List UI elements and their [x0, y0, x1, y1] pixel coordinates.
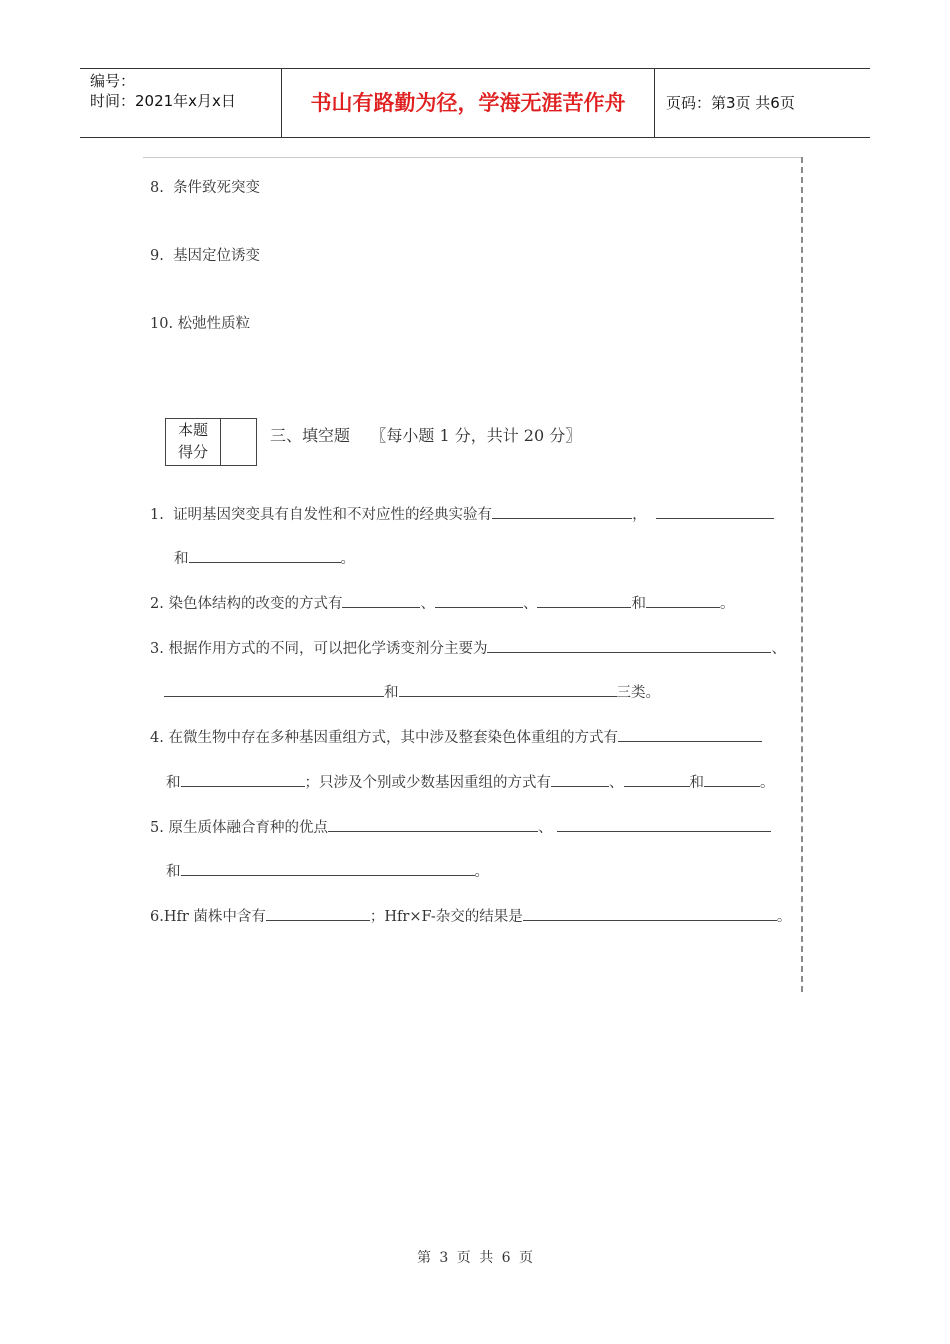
question-1: [150, 503, 774, 524]
question-number: 2.: [150, 596, 164, 612]
page-footer: [0, 1247, 950, 1267]
time-label: 时间：2021年x月x日: [90, 92, 236, 110]
answer-blank[interactable]: [523, 905, 777, 921]
question-text: ，: [632, 507, 647, 523]
answer-blank[interactable]: [646, 592, 720, 608]
frame-top-border: [143, 157, 803, 158]
footer-text: 页: [519, 1250, 534, 1266]
question-text: 、: [537, 820, 553, 836]
header-meta: [90, 71, 236, 111]
question-text: 、: [771, 641, 786, 657]
question-text: 在微生物中存在多种基因重组方式，其中涉及整套染色体重组的方式有: [168, 730, 618, 746]
term-number: 9.: [150, 248, 164, 264]
question-3: [150, 637, 786, 658]
answer-blank[interactable]: [399, 681, 617, 697]
question-4: [150, 726, 762, 747]
answer-blank[interactable]: [342, 592, 420, 608]
header-motto: 书山有路勤为径，学海无涯苦作舟: [310, 91, 626, 115]
answer-blank[interactable]: [557, 816, 771, 832]
question-number: 1.: [150, 507, 164, 523]
answer-blank[interactable]: [181, 771, 305, 787]
question-1-cont: [174, 547, 355, 568]
term-text: 松弛性质粒: [177, 316, 251, 332]
term-number: 8.: [150, 180, 164, 196]
footer-text: 第: [416, 1250, 431, 1266]
term-item: [150, 244, 260, 265]
question-text: 和: [166, 775, 181, 791]
answer-blank[interactable]: [624, 771, 690, 787]
answer-blank[interactable]: [704, 771, 760, 787]
question-text: Hfr 菌株中含有: [163, 909, 266, 925]
question-text: 和: [631, 596, 646, 612]
question-text: 证明基因突变具有自发性和不对应性的经典实验有: [173, 507, 493, 523]
section-heading: [270, 423, 581, 446]
answer-blank[interactable]: [492, 503, 632, 519]
question-5: [150, 816, 771, 837]
answer-blank[interactable]: [537, 592, 631, 608]
question-3-cont: [164, 681, 660, 702]
question-5-cont: [166, 860, 489, 881]
question-4-cont: [166, 771, 775, 792]
answer-blank[interactable]: [618, 726, 762, 742]
question-text: 和: [166, 864, 181, 880]
footer-text: 共: [479, 1250, 494, 1266]
question-text: 和: [689, 775, 704, 791]
answer-blank[interactable]: [551, 771, 609, 787]
term-text: 条件致死突变: [173, 180, 261, 196]
question-text: 。: [474, 864, 489, 880]
term-item: [150, 176, 260, 197]
term-text: 基因定位诱变: [173, 248, 261, 264]
answer-blank[interactable]: [435, 592, 523, 608]
frame-binding-line: [801, 157, 803, 992]
term-item: [150, 312, 250, 333]
section-title: 三、填空题: [270, 426, 351, 445]
score-label-line: 得分: [177, 443, 208, 461]
answer-blank[interactable]: [487, 637, 771, 653]
question-text: ；只涉及个别或少数基因重组的方式有: [304, 775, 551, 791]
answer-blank[interactable]: [164, 681, 384, 697]
question-text: 和: [174, 551, 189, 567]
header-divider: [654, 69, 655, 137]
score-label: [166, 419, 221, 465]
question-text: 和: [384, 685, 399, 701]
question-text: ；Hfr×F-杂交的结果是: [369, 909, 523, 925]
question-text: 。: [760, 775, 775, 791]
question-number: 6.: [150, 909, 164, 925]
question-text: 。: [776, 909, 792, 925]
score-box: [165, 418, 257, 466]
answer-blank[interactable]: [656, 503, 774, 519]
footer-text: 页: [456, 1250, 471, 1266]
question-number: 5.: [150, 820, 164, 836]
answer-blank[interactable]: [266, 905, 370, 921]
question-6: [150, 905, 791, 926]
question-text: 根据作用方式的不同，可以把化学诱变剂分主要为: [168, 641, 488, 657]
footer-page-number: 3: [439, 1250, 449, 1266]
question-text: 染色体结构的改变的方式有: [168, 596, 343, 612]
header-page-label: 页码：第3页 共6页: [666, 94, 795, 112]
section-note: 〖每小题 1 分，共计 20 分〗: [370, 426, 582, 445]
question-text: 三类。: [616, 685, 660, 701]
question-text: 。: [719, 596, 735, 612]
answer-blank[interactable]: [328, 816, 538, 832]
question-number: 4.: [150, 730, 164, 746]
question-text: 、: [420, 596, 435, 612]
question-number: 3.: [150, 641, 164, 657]
score-label-line: 本题: [177, 421, 208, 439]
term-number: 10.: [150, 316, 174, 332]
footer-total-pages: 6: [501, 1250, 511, 1266]
page-header: [80, 68, 870, 138]
serial-label: 编号：: [90, 72, 136, 90]
question-2: [150, 592, 734, 613]
question-text: 。: [340, 551, 355, 567]
question-text: 、: [522, 596, 538, 612]
answer-blank[interactable]: [189, 547, 341, 563]
question-text: 原生质体融合育种的优点: [168, 820, 328, 836]
question-text: 、: [609, 775, 624, 791]
answer-blank[interactable]: [181, 860, 475, 876]
